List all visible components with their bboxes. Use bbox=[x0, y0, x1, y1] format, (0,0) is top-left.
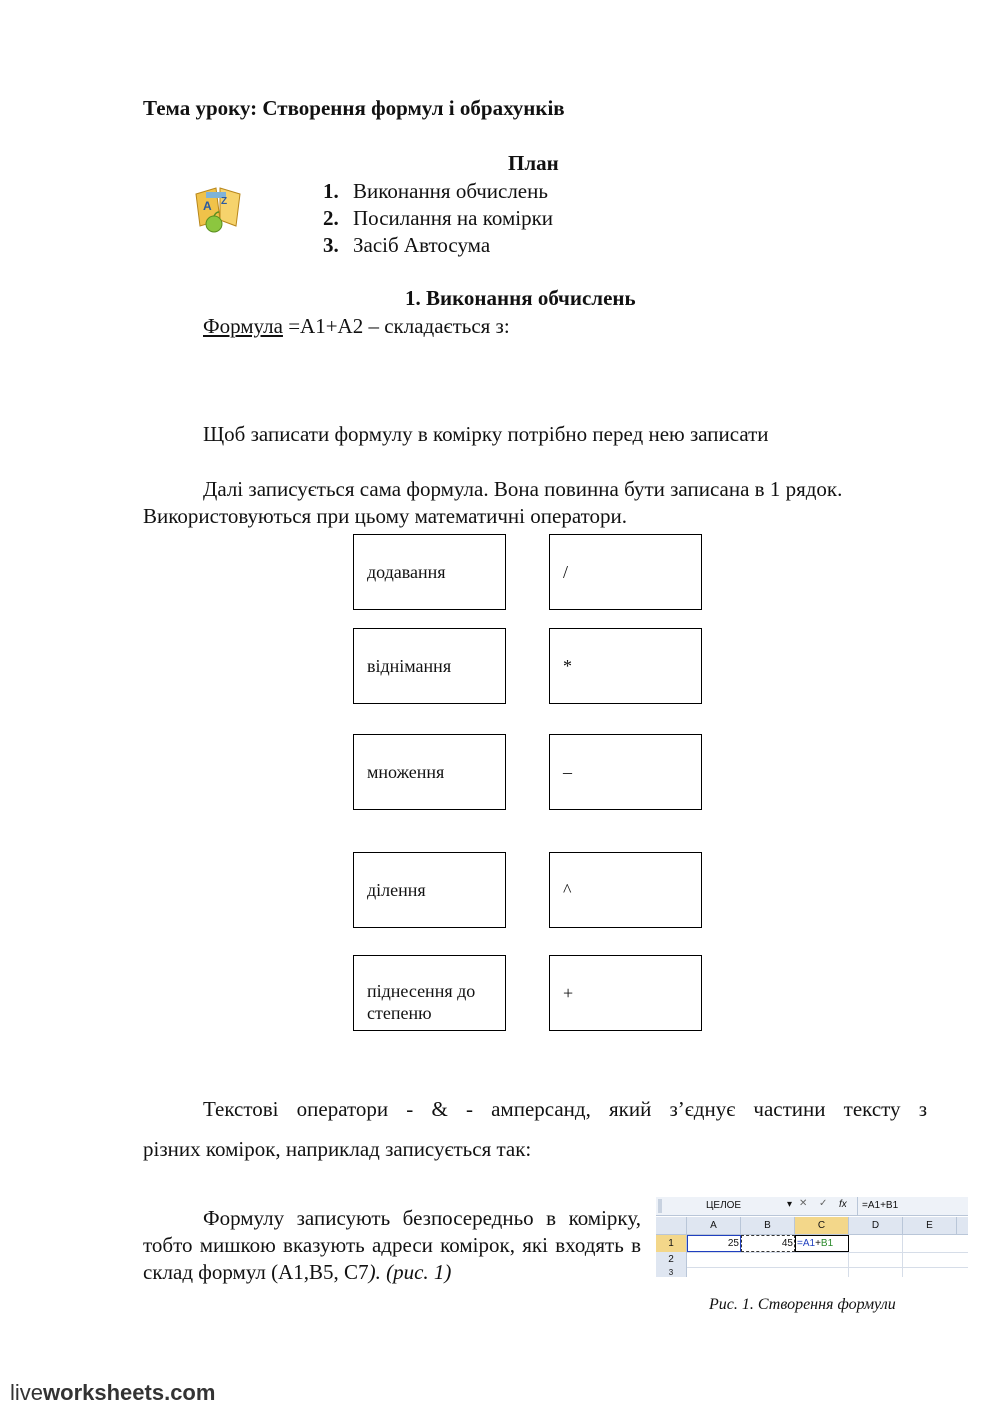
paragraph-formula-line: Далі записується сама формула. Вона повинна бути записана в 1 рядок. bbox=[203, 477, 843, 501]
formula-entry-paragraph bbox=[143, 1205, 641, 1286]
row-headers bbox=[656, 1235, 687, 1277]
plan-item-text: Засіб Автосума bbox=[353, 233, 491, 257]
book-icon bbox=[190, 180, 246, 234]
chevron-down-icon[interactable]: ▾ bbox=[787, 1199, 793, 1210]
plan-title: План bbox=[508, 151, 559, 175]
formula-bar bbox=[656, 1197, 968, 1216]
operation-symbol-box[interactable]: – bbox=[549, 734, 702, 810]
operation-name-box[interactable]: піднесення до степеню bbox=[353, 955, 506, 1031]
bar-edge bbox=[658, 1199, 662, 1213]
cancel-icon[interactable]: ✕ bbox=[799, 1198, 808, 1209]
check-icon[interactable]: ✓ bbox=[819, 1198, 828, 1209]
corner-cell[interactable] bbox=[656, 1217, 687, 1234]
plan-item-text: Виконання обчислень bbox=[353, 179, 548, 203]
formula-label: Формула bbox=[203, 314, 283, 338]
column-header-active[interactable]: C bbox=[795, 1217, 849, 1234]
cell-a1[interactable]: 25 bbox=[687, 1235, 741, 1252]
gridline bbox=[687, 1252, 968, 1253]
operation-name-box[interactable]: віднімання bbox=[353, 628, 506, 704]
svg-text:Z: Z bbox=[221, 196, 228, 207]
column-header[interactable]: D bbox=[849, 1217, 903, 1234]
plan-item-text: Посилання на комірки bbox=[353, 206, 554, 230]
function-icon[interactable]: fx bbox=[839, 1199, 847, 1210]
bar-divider bbox=[857, 1197, 858, 1215]
operation-symbol-box[interactable]: / bbox=[549, 534, 702, 610]
operation-name-box[interactable]: ділення bbox=[353, 852, 506, 928]
text-operators-paragraph: Текстові оператори - & - амперсанд, який з’єднує частини тексту з bbox=[203, 1097, 927, 1121]
column-header[interactable]: B bbox=[741, 1217, 795, 1234]
cell-c1-ref-a: =A1 bbox=[797, 1238, 816, 1249]
name-box[interactable]: ЦЕЛОЕ bbox=[706, 1200, 742, 1211]
formula-description: =A1+A2 – складається з: bbox=[282, 314, 510, 338]
plan-item bbox=[323, 232, 553, 259]
formula-bar-content[interactable]: =A1+B1 bbox=[862, 1200, 899, 1211]
gridline bbox=[902, 1235, 903, 1277]
figure-reference: ). (рис. 1) bbox=[368, 1260, 452, 1284]
operation-symbol-box[interactable]: + bbox=[549, 955, 702, 1031]
plan-item bbox=[323, 178, 553, 205]
column-header[interactable]: A bbox=[687, 1217, 741, 1234]
svg-text:A: A bbox=[203, 199, 212, 213]
row-header-active[interactable]: 1 bbox=[656, 1235, 686, 1252]
gridline bbox=[687, 1267, 968, 1268]
cell-b1[interactable]: 45 bbox=[741, 1235, 795, 1252]
plan-list bbox=[323, 178, 553, 259]
lesson-title: Тема уроку: Створення формул і обрахунків bbox=[143, 96, 565, 120]
paragraph-operators: Використовуються при цьому математичні оператори. bbox=[143, 504, 627, 528]
plan-item bbox=[323, 205, 553, 232]
brand-bold: worksheets bbox=[43, 1380, 165, 1405]
operation-symbol-box[interactable]: * bbox=[549, 628, 702, 704]
formula-entry-text: Формулу записують безпосередньо в комірку, тобто мишкою вказують адреси комірок, які входять в склад формул (A1,B5, C7 bbox=[143, 1206, 641, 1284]
operation-name-box[interactable]: множення bbox=[353, 734, 506, 810]
excel-screenshot bbox=[656, 1197, 968, 1277]
plan-item-number: 1. bbox=[323, 179, 339, 203]
brand-suffix: .com bbox=[164, 1380, 216, 1405]
text-operators-paragraph-cont: різних комірок, наприклад записується так: bbox=[143, 1137, 532, 1161]
brand-prefix: live bbox=[10, 1380, 44, 1405]
cell-c1-operator: + bbox=[815, 1238, 821, 1249]
figure-caption: Рис. 1. Створення формули bbox=[709, 1296, 896, 1313]
column-header[interactable]: E bbox=[903, 1217, 957, 1234]
paragraph-formula-prefix: Щоб записати формулу в комірку потрібно перед нею записати bbox=[203, 422, 769, 446]
plan-item-number: 3. bbox=[323, 233, 339, 257]
formula-definition bbox=[203, 314, 510, 339]
operation-name-box[interactable]: додавання bbox=[353, 534, 506, 610]
brand-logo[interactable] bbox=[10, 1380, 215, 1406]
section-title: 1. Виконання обчислень bbox=[405, 286, 636, 310]
plan-item-number: 2. bbox=[323, 206, 339, 230]
cell-c1[interactable] bbox=[795, 1235, 849, 1252]
row-header[interactable]: 2 bbox=[668, 1254, 674, 1265]
column-header-row bbox=[656, 1217, 968, 1235]
operation-symbol-box[interactable]: ^ bbox=[549, 852, 702, 928]
row-header[interactable]: 3 bbox=[668, 1268, 674, 1277]
cell-c1-ref-b: B1 bbox=[820, 1238, 834, 1249]
